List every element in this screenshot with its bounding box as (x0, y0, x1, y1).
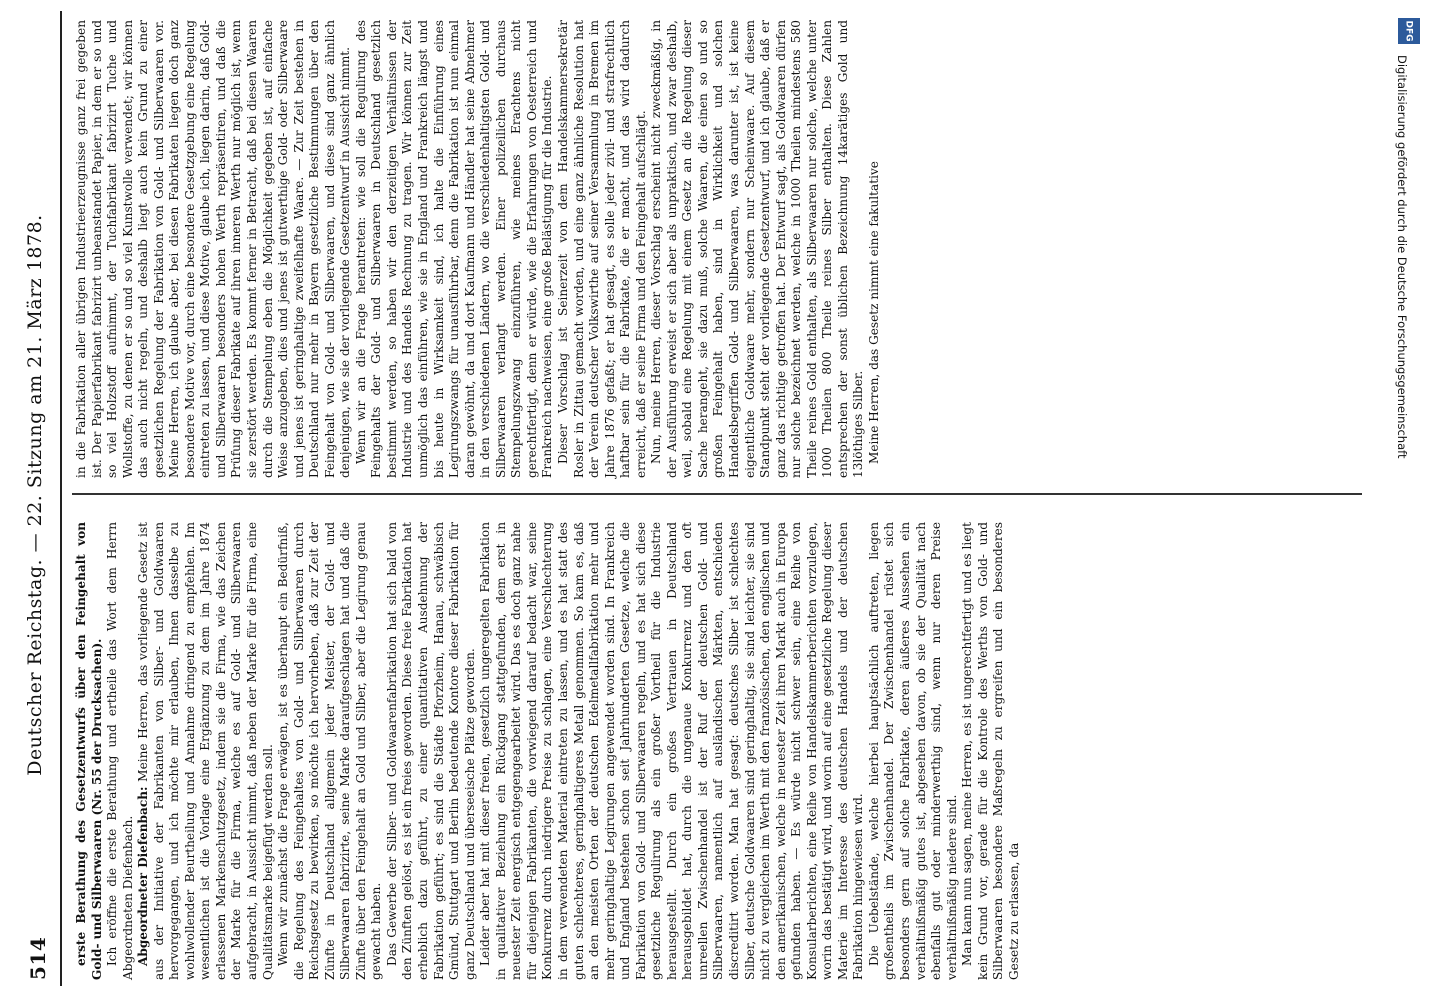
body-paragraph: Wenn wir an die Frage herantreten: wie soll die Regulirung des Feingehalts der Gold- und Silberwaaren in Deutschland gesetzlich bestimmt werden, so haben wir den derzeitigen Verhältnissen der Industrie und des Handels Rechnung zu tragen. Wir können zur Zeit unmöglich das einführen, wie sie in England und Frankreich längst und bis heute in Wirksamkeit sind, ich halte die Einführung eines Legirungszwangs für unausführbar, denn die Fabrikation ist nun einmal daran gewöhnt, da und dort Kaufmann und Händler hat seine Abnehmer in den verschiedenen Ländern, wo die verschiedenhaltigsten Gold- und Silberwaaren verlangt werden. Einer polizeilichen durchaus Stempelungszwang einzuführen, wie meines Erachtens nicht gerechtfertigt, denn er würde, wie die Erfahrungen von Oesterreich und Frankreich nachweisen, eine große Belästigung für die Industrie. (353, 20, 555, 478)
dfg-logo-icon (1398, 18, 1420, 44)
column-divider (72, 494, 1362, 496)
page-header (18, 10, 58, 980)
body-paragraph: Die Uebelstände, welche hierbei hauptsächlich auftreten, liegen großentheils im Zwischenhandel. Der Zwischenhandel rüstet sich besonders gern auf solche Fabrikate, deren äußeres Aussehen ein verhältnißmäßig gutes ist, abgesehen davon, ob sie der Qualität nach ebenfalls gut oder minderwerthig sind, wenn nur deren Preise verhältnißmäßig niedere sind. (866, 522, 959, 980)
page-number: 514 (26, 936, 50, 980)
agenda-title: erste Berathung des Gesetzentwurfs über den Feingehalt von Gold- und Silberwaaren (Nr. 55 der Drucksachen). (74, 522, 104, 980)
speaker-name: Abgeordneter Diefenbach: (136, 786, 151, 966)
body-paragraph: Ich eröffne die erste Berathung und ertheile das Wort dem Herrn Abgeordneten Diefenbach. (105, 522, 135, 980)
body-paragraph: Dieser Vorschlag ist Seinerzeit von dem Handelskammersekretär Rosler in Zittau gemacht worden, und eine ganz ähnliche Resolution hat der Verein deutscher Volkswirthe auf seiner Versammlung in Bremen im Jahre 1876 gefaßt; er hat gesagt, es solle jeder zivil- und strafrechtlich haftbar sein für die Fabrikate, die er macht, und das wird dadurch erreicht, daß er seine Firma und den Feingehalt aufschlägt. (555, 20, 648, 478)
left-column (74, 522, 1364, 980)
dfg-funding-label: Digitalisierung gefördert durch die Deutsche Forschungsgemeinschaft (1395, 55, 1409, 459)
body-paragraph: in die Fabrikation aller übrigen Industrieerzeugnisse ganz frei gegeben ist. Der Papierfabrikant fabrizirt unbeanstandet Papier, in dem er so und so viel Holzstoff aufnimmt, der Tuchfabrikant fabrizirt Tuche und Wollstoffe, zu denen er so und so viel Kunstwolle verwendet; wir können das auch nicht regeln, und deshalb liegt auch kein Grund zu einer gesetzlichen Regelung der Fabrikation von Gold- und Silberwaaren vor. Meine Herren, ich glaube aber, bei diesen Fabrikaten liegen doch ganz besondere Motive vor, durch eine besondere Gesetzgebung eine Regelung eintreten zu lassen, und diese Motive, glaube ich, liegen darin, daß Gold- und Silberwaaren besonders hohen Werth repräsentiren, und daß die Prüfung dieser Fabrikate auf ihren inneren Werth nur möglich ist, wenn sie zerstört werden. Es kommt ferner in Betracht, daß bei diesen Waaren durch die Stempelung eben die Möglichkeit gegeben ist, auf einfache Weise anzugeben, dies und jenes ist gutwerthige Gold- oder Silberwaare und jenes ist geringhaltige zweifelhafte Waare. — Zur Zeit bestehen in Deutschland nur mehr in Bayern gesetzliche Bestimmungen über den Feingehalt von Gold- und Silberwaaren, und diese sind ganz ähnlich denjenigen, wie sie der vorliegende Gesetzentwurf in Aussicht nimmt. (74, 20, 353, 478)
right-column (74, 20, 881, 478)
body-paragraph: Wenn wir zunächst die Frage erwägen, ist es überhaupt ein Bedürfniß, die Regelung des Feingehaltes von Gold- und Silberwaaren durch Reichsgesetz zu bewirken, so möchte ich hervorheben, daß zur Zeit der Zünfte in Deutschland allgemein jeder Meister, der Gold- und Silberwaaren fabrizirte, seine Marke daraufgeschlagen hat und daß die Zünfte über den Feingehalt an Gold und Silber, aber die Legirung genau gewacht haben. (276, 522, 384, 980)
speech-text: Meine Herren, das vorliegende Gesetz ist aus der Initiative der Fabrikanten von Silber- und Goldwaaren hervorgegangen, und ich möchte mir erlauben, Ihnen dasselbe zu wohlwollender Beurtheilung und Annahme dringend zu empfehlen. Im wesentlichen ist die Vorlage eine Ergänzung zu dem im Jahre 1874 erlassenen Markenschutzgesetz, indem sie die Firma, wie das Zeichen der Marke für die Firma, welche es auf Gold- und Silberwaaren aufgebracht, in Aussicht nimmt, daß neben der Marke für die Firma, eine Qualitätsmarke beigefügt werden soll. (136, 522, 275, 980)
body-paragraph: Man kann nun sagen, meine Herren, es ist ungerechtfertigt und es liegt kein Grund vor, gerade für die Kontrole des Werths von Gold- und Silberwaaren besondere Maßregeln zu ergreifen und ein besonderes Gesetz zu erlassen, da (960, 522, 1021, 980)
body-paragraph: Leider aber hat mit dieser freien, gesetzlich ungeregelten Fabrikation in qualitativer Beziehung ein Rückgang stattgefunden, dem erst in neuester Zeit energisch entgegengearbeitet wird. Das es doch ganz nahe für diejenigen Fabrikanten, die vorwiegend darauf bedacht war, seine Konkurrenz durch niedrigere Preise zu schlagen, eine Verschlechterung in dem verwendeten Material eintreten zu lassen, und es hat statt des guten schlechteres, geringhaltigeres Metall genommen. So kam es, daß an den meisten Orten der deutschen Edelmetallfabrikation mehr und mehr geringhaltige Legirungen angewendet worden sind. In Frankreich und England bestehen schon seit Jahrhunderten Gesetze, welche die Fabrikation von Gold- und Silberwaaren regeln, und es hat sich diese gesetzliche Regulirung als ein großer Vortheil für die Industrie herausgestellt. Durch ein großes Vertrauen in Deutschland herausgebildet hat, durch die ungenaue Konkurrenz und den oft unreellen Zwischenhandel ist der Ruf der deutschen Gold- und Silberwaaren, namentlich auf ausländischen Märkten, entschieden discreditirt worden. Man hat gesagt: deutsches Silber ist schlechtes Silber, deutsche Goldwaaren sind geringhaltig, sie sind leichter, sie sind nicht zu vergleichen im Werth mit den französischen, den englischen und den amerikanischen, welche in neuester Zeit ihren Markt auch in Europa gefunden haben. — Es würde nicht schwer sein, eine Reihe von Konsularberichten, eine Reihe von Handelskammerberichten vorzulegen, worin das bestätigt wird, und worin auf eine gesetzliche Regelung dieser Materie im Interesse des deutschen Handels und der deutschen Fabrikation hingewiesen wird. (478, 522, 866, 980)
body-paragraph: Nun, meine Herren, dieser Vorschlag erscheint nicht zweckmäßig, in der Ausführung erweist er sich aber als unpraktisch, und zwar deshalb, weil, sobald eine Regelung mit einem Gesetz an die Regelung dieser Sache herangeht, sie dazu muß, solche Waaren, die einen so und so großen Feingehalt haben, sind in Wirklichkeit und solchen Handelsbegriffen Gold- und Silberwaaren, was darunter ist, ist keine eigentliche Goldwaare mehr, sondern nur Scheinwaare. Auf diesem Standpunkt steht der vorliegende Gesetzentwurf, und ich glaube, daß er ganz das richtige getroffen hat. Der Entwurf sagt, als Goldwaaren dürfen nur solche bezeichnet werden, welche in 1000 Theilen mindestens 580 Theile reines Gold enthalten, als Silberwaaren nur solche, welche unter 1000 Theilen 800 Theile reines Silber enthalten. Diese Zahlen entsprechen der sonst üblichen Bezeichnung 14karätiges Gold und 13löthiges Silber. (649, 20, 866, 478)
body-paragraph: Das Gewerbe der Silber- und Goldwaarenfabrikation hat sich bald von den Zünften gelöst, es ist ein freies geworden. Diese freie Fabrikation hat erheblich dazu geführt, zu einer quantitativen Ausdehnung der Fabrikation geführt; es sind die Städte Pforzheim, Hanau, schwäbisch Gmünd, Stuttgart und Berlin bedeutende Kontore dieser Fabrikation für ganz Deutschland und überseeische Plätze geworden. (384, 522, 477, 980)
speech-paragraph (136, 522, 276, 980)
body-paragraph: Meine Herren, das Gesetz nimmt eine fakultative (866, 161, 881, 464)
header-rule (60, 11, 62, 986)
running-title: Deutscher Reichstag. — 22. Sitzung am 21. März 1878. (24, 214, 46, 776)
dfg-logo-text: DFG (1403, 20, 1414, 42)
dfg-sidebar (1392, 10, 1432, 990)
